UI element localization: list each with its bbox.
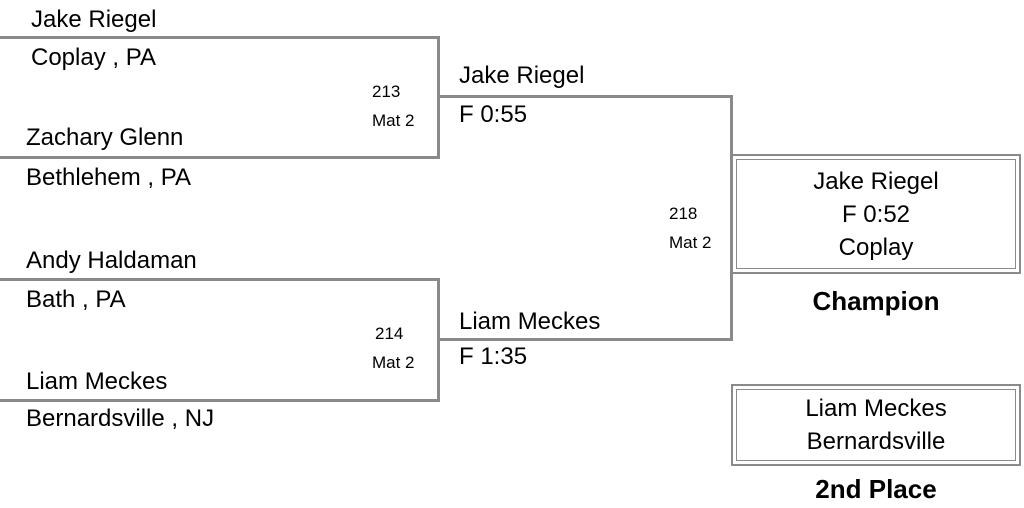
second-place-box — [731, 384, 1021, 466]
bracket-line — [0, 399, 440, 402]
second-place-name: Liam Meckes — [805, 395, 947, 422]
wrestler-name: Liam Meckes — [26, 368, 168, 395]
bracket-line — [437, 95, 733, 98]
wrestler-team: Coplay , PA — [31, 44, 156, 71]
champion-team: Coplay — [838, 233, 914, 261]
bracket-line — [0, 156, 440, 159]
wrestler-team: Bethlehem , PA — [26, 164, 191, 191]
champion-label: Champion — [812, 286, 940, 316]
bracket-line — [0, 278, 440, 281]
bout-number: 214 — [375, 324, 404, 343]
bout-number: 218 — [669, 204, 698, 223]
bracket-line — [437, 338, 733, 341]
champion-box — [731, 154, 1021, 274]
wrestler-team: Bernardsville , NJ — [26, 405, 215, 432]
winner-name: Liam Meckes — [459, 308, 601, 335]
wrestler-name: Jake Riegel — [31, 6, 157, 33]
wrestler-name: Andy Haldaman — [26, 247, 197, 274]
mat-label: Mat 2 — [372, 353, 415, 372]
match-result: F 1:35 — [459, 343, 528, 370]
champion-result: F 0:52 — [841, 200, 911, 228]
bout-number: 213 — [372, 82, 401, 101]
bracket-line — [0, 36, 440, 39]
second-place-team: Bernardsville — [806, 428, 946, 455]
second-place-label: 2nd Place — [815, 474, 937, 504]
match-result: F 0:55 — [459, 101, 528, 128]
winner-name: Jake Riegel — [459, 62, 585, 89]
wrestler-team: Bath , PA — [26, 286, 126, 313]
champion-name: Jake Riegel — [813, 167, 939, 195]
wrestler-name: Zachary Glenn — [26, 124, 184, 151]
mat-label: Mat 2 — [372, 111, 415, 130]
mat-label: Mat 2 — [669, 233, 712, 252]
